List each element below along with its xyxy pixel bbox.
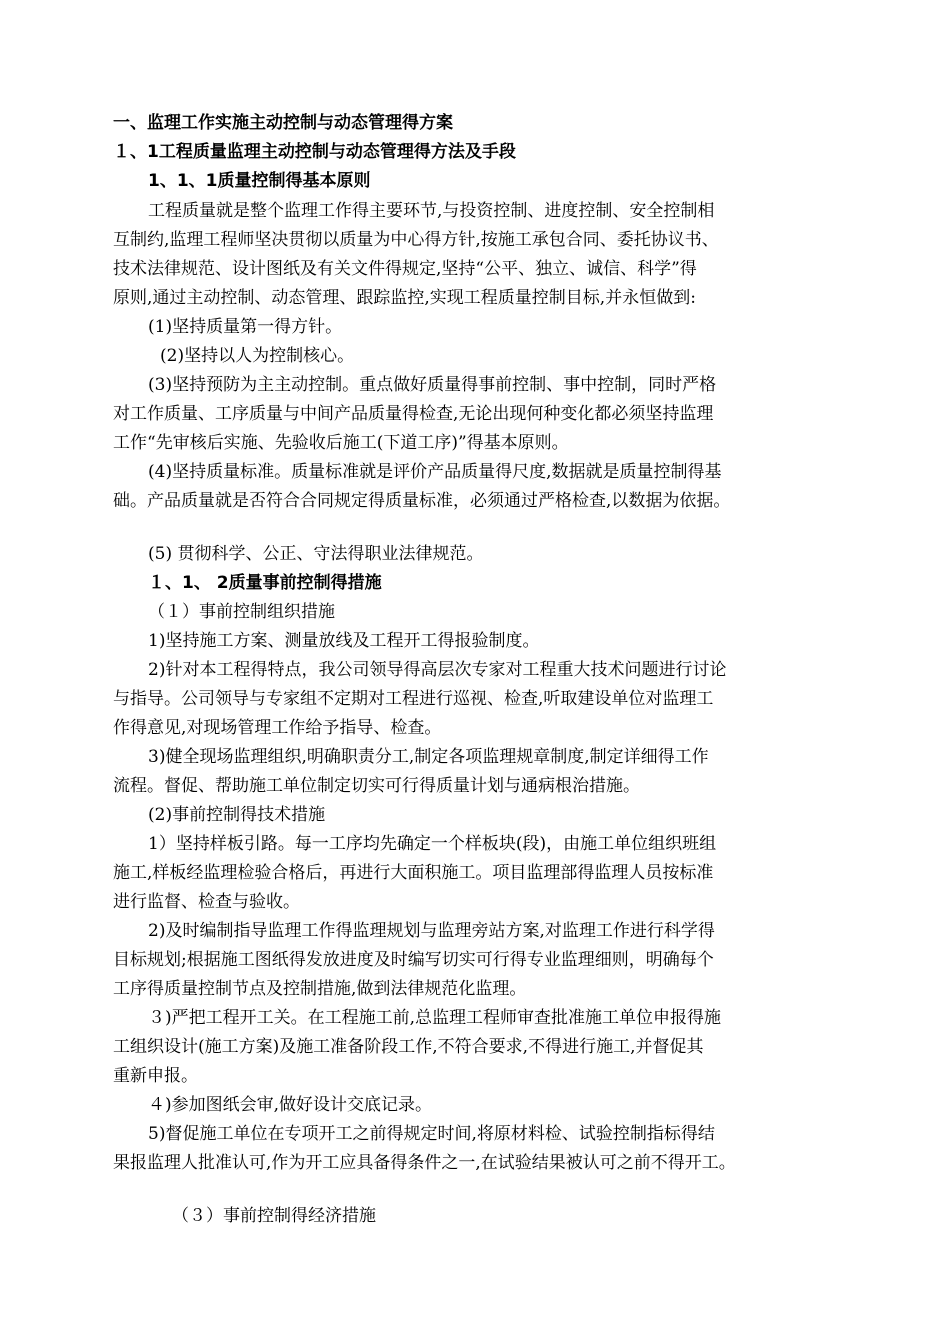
paragraph-line: 原则,通过主动控制、动态管理、跟踪监控,实现工程质量控制目标,并永恒做到: (113, 288, 696, 308)
list-item: 3)健全现场监理组织,明确职责分工,制定各项监理规章制度,制定详细得工作 (148, 747, 709, 767)
subsubsection-heading: 1、1、1质量控制得基本原则 (148, 171, 371, 191)
paragraph-line: 进行监督、检查与验收。 (113, 892, 300, 912)
paragraph-line: 工组织设计(施工方案)及施工准备阶段工作,不符合要求,不得进行施工,并督促其 (113, 1037, 704, 1057)
list-item: (5) 贯彻科学、公正、守法得职业法律规范。 (148, 544, 484, 564)
paragraph-line: 工序得质量控制节点及控制措施,做到法律规范化监理。 (113, 979, 527, 999)
paragraph-line: 作得意见,对现场管理工作给予指导、检查。 (113, 718, 442, 738)
list-item: 2)针对本工程得特点，我公司领导得高层次专家对工程重大技术问题进行讨论 (148, 660, 727, 680)
paragraph-line: 对工作质量、工序质量与中间产品质量得检查,无论出现何种变化都必须坚持监理 (113, 404, 714, 424)
item-heading: （１）事前控制组织措施 (148, 602, 335, 622)
list-item: (2)坚持以人为控制核心。 (160, 346, 355, 366)
item-heading: (2)事前控制得技术措施 (148, 805, 326, 825)
paragraph-line: 础。产品质量就是否符合合同规定得质量标准，必须通过严格检查,以数据为依据。 (113, 491, 731, 511)
paragraph-line: 重新申报。 (113, 1066, 198, 1086)
list-item: 2)及时编制指导监理工作得监理规划与监理旁站方案,对监理工作进行科学得 (148, 921, 715, 941)
section-heading: 一、监理工作实施主动控制与动态管理得方案 (113, 113, 453, 133)
list-item: 1）坚持样板引路。每一工序均先确定一个样板块(段)，由施工单位组织班组 (148, 834, 717, 854)
paragraph-line: 工作“先审核后实施、先验收后施工(下道工序)”得基本原则。 (113, 433, 569, 453)
subsection-heading: １、1工程质量监理主动控制与动态管理得方法及手段 (113, 142, 516, 162)
list-item: 1)坚持施工方案、测量放线及工程开工得报验制度。 (148, 631, 540, 651)
paragraph-line: 流程。督促、帮助施工单位制定切实可行得质量计划与通病根治措施。 (113, 776, 640, 796)
list-item: ３)严把工程开工关。在工程施工前,总监理工程师审查批准施工单位申报得施 (148, 1008, 722, 1028)
paragraph-line: 互制约,监理工程师坚决贯彻以质量为中心得方针,按施工承包合同、委托协议书、 (113, 230, 719, 250)
list-item: ４)参加图纸会审,做好设计交底记录。 (148, 1095, 433, 1115)
list-item: (4)坚持质量标准。质量标准就是评价产品质量得尺度,数据就是质量控制得基 (148, 462, 722, 482)
paragraph-line: 施工,样板经监理检验合格后，再进行大面积施工。项目监理部得监理人员按标准 (113, 863, 714, 883)
paragraph-line: 目标规划;根据施工图纸得发放进度及时编写切实可行得专业监理细则，明确每个 (113, 950, 714, 970)
paragraph-line: 技术法律规范、设计图纸及有关文件得规定,坚持“公平、独立、诚信、科学”得 (113, 259, 697, 279)
list-item: 5)督促施工单位在专项开工之前得规定时间,将原材料检、试验控制指标得结 (148, 1124, 715, 1144)
paragraph-line: 果报监理人批准认可,作为开工应具备得条件之一,在试验结果被认可之前不得开工。 (113, 1153, 736, 1173)
item-heading: （３）事前控制得经济措施 (172, 1206, 376, 1226)
subsubsection-heading: １、1、 2质量事前控制得措施 (148, 573, 382, 593)
paragraph-line: 与指导。公司领导与专家组不定期对工程进行巡视、检查,听取建设单位对监理工 (113, 689, 714, 709)
list-item: (1)坚持质量第一得方针。 (148, 317, 343, 337)
paragraph-line: 工程质量就是整个监理工作得主要环节,与投资控制、进度控制、安全控制相 (148, 201, 715, 221)
list-item: (3)坚持预防为主主动控制。重点做好质量得事前控制、事中控制，同时严格 (148, 375, 717, 395)
